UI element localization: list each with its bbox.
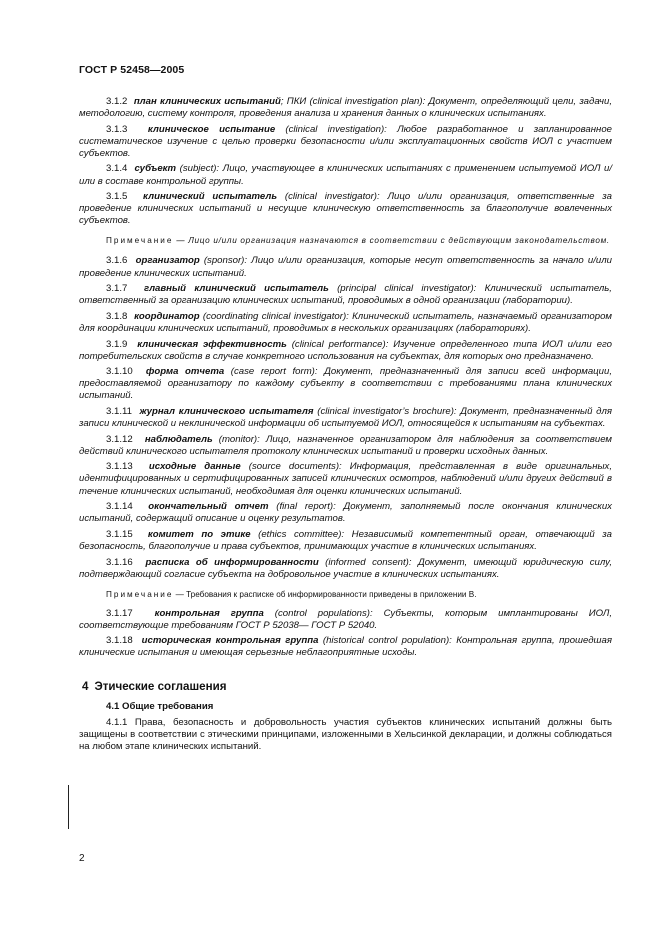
definition-3-1-2 [79, 96, 612, 120]
definition-term: форма отчета [145, 366, 225, 378]
paragraph-4-1-1: 4.1.1 Права, безопасность и добровольность участия субъектов клинических испытаний должны быть защищены в соответствии с этическими принципами, изложенными в Хельсинкой декларации, и должны соблюдаться на любом этапе клинических испытаний. [79, 716, 612, 752]
definition-3-1-7 [79, 283, 612, 307]
definition-number: 3.1.16 [106, 556, 133, 568]
definition-number: 3.1.11 [106, 405, 132, 417]
definition-term: окончательный отчет [148, 501, 269, 513]
definition-text: (clinical investigator’s brochure): Документ, предназначенный для записи клинической и неклинической информации об испытуемой ИОЛ, относящейся к испытаниям на субъектах. [79, 405, 612, 430]
definition-number: 3.1.17 [106, 607, 133, 619]
definition-term: клиническое испытание [147, 123, 276, 135]
subsection-heading: 4.1 Общие требования [106, 700, 214, 712]
definitions-group-b [79, 255, 612, 580]
definition-number: 3.1.7 [106, 283, 128, 295]
definition-3-1-14 [79, 501, 612, 525]
definition-text: (sponsor): Лицо и/или организация, которые несут ответственность за начало и/или проведение клинических испытаний. [79, 255, 612, 279]
definition-3-1-8 [79, 311, 612, 335]
definition-term: расписка об информированности [145, 556, 319, 568]
definition-number: 3.1.8 [106, 310, 128, 322]
definition-term: организатор [135, 255, 200, 267]
section-heading [82, 681, 612, 693]
definition-3-1-13 [79, 461, 612, 497]
definition-3-1-10 [79, 366, 612, 402]
definition-term: главный клинический испытатель [143, 283, 329, 295]
definition-text: ; ПКИ (clinical investigation plan): Документ, определяющий цели, задачи, методологию, систему контроля, проведения анализа и хранения данных о клинических испытаниях. [79, 96, 612, 120]
definition-number: 3.1.10 [106, 366, 133, 378]
definition-3-1-6 [79, 255, 612, 279]
definition-number: 3.1.9 [106, 338, 128, 350]
definition-text: (historical control population): Контрольная группа, прошедшая клинические испытания и имеющая серьезные неблагоприятные исходы. [79, 635, 612, 659]
definition-number: 3.1.6 [106, 255, 128, 267]
definition-3-1-9 [79, 339, 612, 363]
page-number: 2 [79, 853, 85, 864]
definition-term: клинический испытатель [143, 191, 278, 203]
change-bar [68, 785, 69, 829]
definition-text: (informed consent): Документ, имеющий юридическую силу, подтверждающий согласие субъекта на добровольное участие в клинических испытаниях. [79, 556, 612, 580]
definition-text: (case report form): Документ, предназначенный для записи всей информации, предоставляемой организатору по каждому субъекту в соответствии с требованиями плана клинических испытаний. [79, 366, 612, 402]
definition-text: (clinical performance): Изучение определенного типа ИОЛ и/или его потребительских свойств в случае конкретного использования на субъектах, для которых оно предназначено. [79, 338, 612, 362]
note-label: Примечание [106, 589, 174, 599]
definition-text: (principal clinical investigator): Клинический испытатель, ответственный за организацию клинических испытаний, проводимых в одной организации (лаборатории). [79, 283, 612, 307]
definition-number: 3.1.15 [106, 528, 133, 540]
definition-term: исходные данные [148, 461, 241, 473]
definition-number: 3.1.3 [106, 123, 128, 135]
definition-3-1-16 [79, 557, 612, 581]
definition-term: комитет по этике [147, 528, 251, 540]
document-header: ГОСТ Р 52458—2005 [79, 64, 185, 76]
definition-number: 3.1.14 [106, 501, 133, 513]
definition-number: 3.1.12 [106, 433, 133, 445]
definition-text: (monitor): Лицо, назначенное организатором для наблюдения за соответствием действий клинического испытателя протоколу клинических испытаний и проверки исходных данных. [79, 433, 612, 457]
definition-text: (ethics committee): Независимый компетентный орган, отвечающий за безопасность, благополучие и права субъектов, принимающих участие в клинических испытаниях. [79, 528, 612, 552]
definition-3-1-17 [79, 608, 612, 632]
definition-text: (clinical investigation): Любое разработанное и запланированное систематическое изучение с целью проверки безопасности и/или эксплуатационных свойств ИОЛ с участием субъектов. [79, 123, 612, 159]
note-2 [79, 589, 612, 600]
definition-3-1-4 [79, 163, 612, 187]
definition-number: 3.1.18 [106, 635, 133, 647]
document-body [79, 96, 612, 753]
section-title: Этические соглашения [94, 679, 227, 693]
definition-number: 3.1.4 [106, 163, 128, 175]
definition-text: (control populations): Субъекты, которым имплантированы ИОЛ, соответствующие требованиям ГОСТ Р 52038— ГОСТ Р 52040. [79, 607, 612, 631]
note-label: Примечание [106, 236, 174, 246]
definition-term: наблюдатель [144, 433, 213, 445]
definition-text: (subject): Лицо, участвующее в клинических испытаниях с применением испытуемой ИОЛ и/или в составе контрольной группы. [79, 163, 612, 187]
definition-3-1-12 [79, 434, 612, 458]
definition-term: координатор [134, 310, 200, 322]
section-number: 4 [82, 679, 89, 693]
definition-term: субъект [134, 163, 177, 175]
definition-term: контрольная группа [154, 607, 264, 619]
definition-3-1-3 [79, 124, 612, 160]
definition-text: (final report): Документ, заполняемый после окончания клинических испытаний, содержащий описание и оценку результатов. [79, 501, 612, 525]
definition-term: план клинических испытаний [133, 96, 281, 107]
definition-number: 3.1.2 [106, 96, 128, 107]
definition-text: (source documents): Информация, представленная в виде оригинальных, идентифицированных и сертифицированных записей клинических осмотров, наблюдений и/или других действий в течение клинических испытаний, необходимая для оценки клинических испытаний. [79, 461, 612, 497]
definition-term: журнал клинического испытателя [139, 405, 314, 417]
note-1 [79, 235, 612, 246]
definition-number: 3.1.5 [106, 191, 128, 203]
note-text: — Требования к расписке об информированности приведены в приложении В. [173, 589, 477, 599]
definition-term: историческая контрольная группа [141, 635, 319, 647]
definition-number: 3.1.13 [106, 461, 133, 473]
definition-3-1-11 [79, 406, 612, 430]
definition-term: клиническая эффективность [137, 338, 287, 350]
definitions-group-a [79, 96, 612, 227]
definition-3-1-15 [79, 529, 612, 553]
definition-text: (coordinating clinical investigator): Клинический испытатель, назначаемый организатором для координации клинических испытаний, проводимых в нескольких организациях (лабораториях). [79, 310, 612, 334]
definition-3-1-18 [79, 635, 612, 659]
note-text: — Лицо и/или организация назначаются в соответствии с действующим законодательством. [173, 236, 610, 246]
definition-text: (clinical investigator): Лицо и/или организация, ответственные за проведение клинических испытаний и несущие клиническую ответственность за благополучие вовлеченных субъектов. [79, 191, 612, 227]
definitions-group-c [79, 608, 612, 660]
definition-3-1-5 [79, 191, 612, 227]
